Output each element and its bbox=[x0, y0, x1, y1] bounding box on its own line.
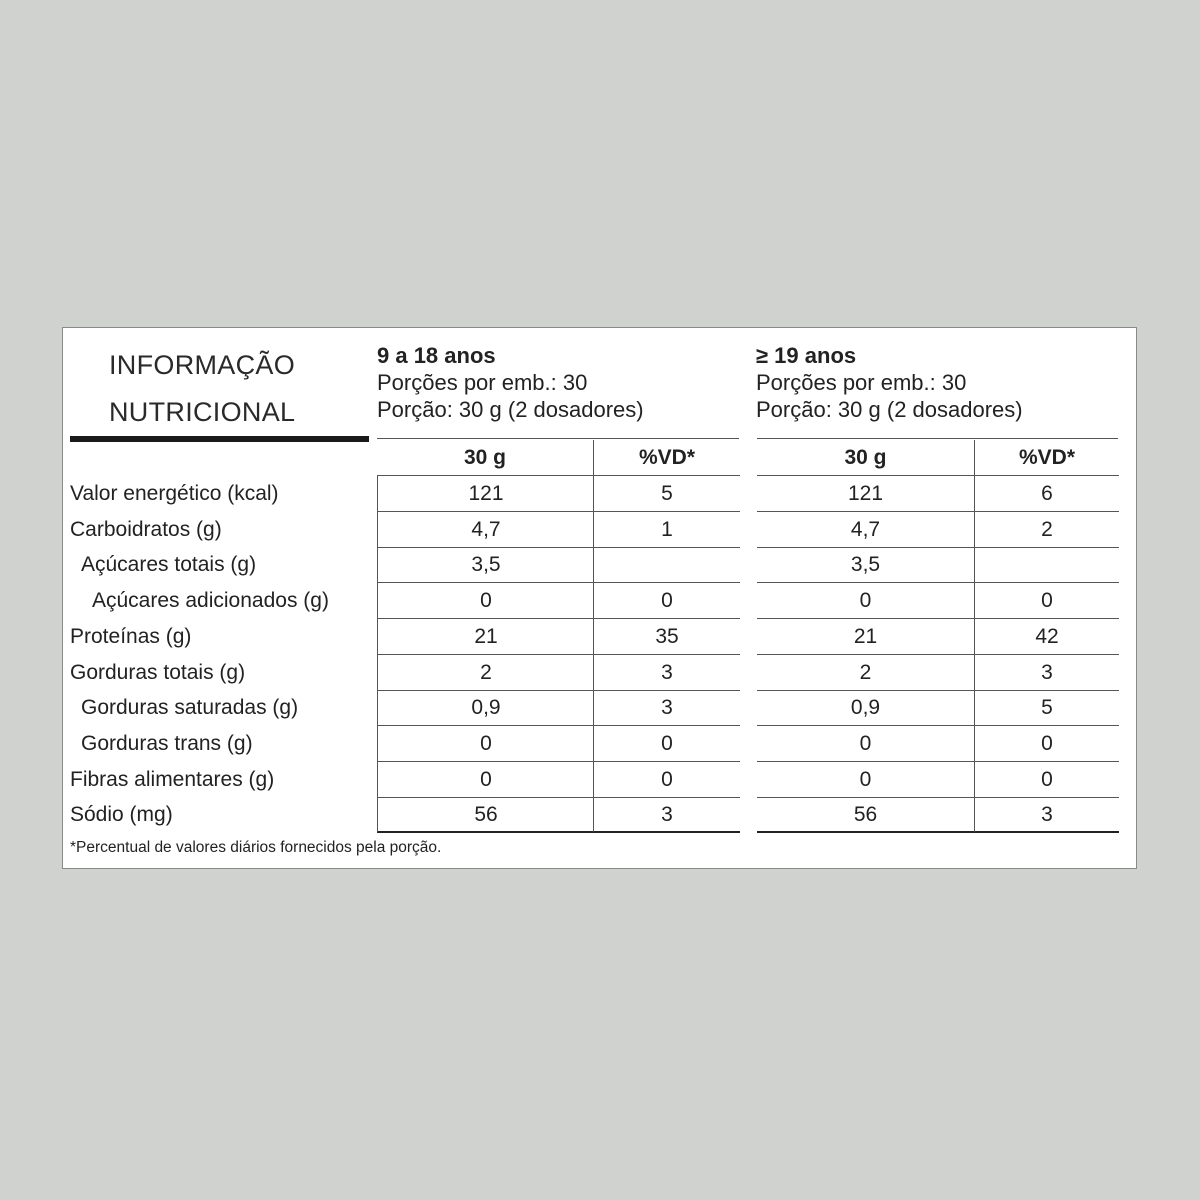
nutrition-facts-panel bbox=[62, 327, 1137, 869]
amount-cell-group-2: 121 bbox=[757, 476, 974, 512]
dv-cell-group-1: 3 bbox=[593, 655, 740, 691]
group-header-19-plus bbox=[756, 342, 1023, 423]
dv-cell-group-2: 0 bbox=[974, 762, 1119, 798]
header-top-rule-1 bbox=[377, 438, 739, 439]
dv-cell-group-2: 3 bbox=[974, 655, 1119, 691]
amount-cell-group-2: 0 bbox=[757, 726, 974, 762]
dv-cell-group-1 bbox=[593, 547, 740, 583]
dv-cell-group-1: 3 bbox=[593, 690, 740, 726]
dv-cell-group-2: 42 bbox=[974, 619, 1119, 655]
amount-cell-group-1: 0 bbox=[377, 583, 594, 619]
group-age: ≥ 19 anos bbox=[756, 343, 857, 368]
footnote: *Percentual de valores diários fornecidos pela porção. bbox=[70, 839, 442, 856]
table-row bbox=[63, 726, 1136, 762]
table-row bbox=[63, 762, 1136, 798]
dv-cell-group-1: 0 bbox=[593, 726, 740, 762]
nutrient-label: Açúcares adicionados (g) bbox=[92, 589, 329, 613]
header-top-rule-2 bbox=[757, 438, 1118, 439]
table-row bbox=[63, 690, 1136, 726]
amount-cell-group-1: 121 bbox=[377, 476, 594, 512]
nutrition-title bbox=[109, 342, 295, 436]
col-header-dv: %VD* bbox=[974, 440, 1119, 476]
dv-cell-group-2: 6 bbox=[974, 476, 1119, 512]
group-age: 9 a 18 anos bbox=[377, 343, 496, 368]
nutrient-label: Sódio (mg) bbox=[70, 803, 173, 827]
amount-cell-group-1: 0,9 bbox=[377, 690, 594, 726]
amount-cell-group-2: 0,9 bbox=[757, 690, 974, 726]
amount-cell-group-2: 21 bbox=[757, 619, 974, 655]
col-header-amount: 30 g bbox=[377, 440, 593, 476]
amount-cell-group-2: 4,7 bbox=[757, 512, 974, 548]
amount-cell-group-1: 0 bbox=[377, 726, 594, 762]
dv-cell-group-1: 3 bbox=[593, 797, 740, 833]
col-header-dv: %VD* bbox=[593, 440, 740, 476]
table-row bbox=[63, 476, 1136, 512]
dv-cell-group-2: 0 bbox=[974, 583, 1119, 619]
amount-cell-group-2: 2 bbox=[757, 655, 974, 691]
dv-cell-group-1: 35 bbox=[593, 619, 740, 655]
group-serving: Porção: 30 g (2 dosadores) bbox=[377, 397, 644, 422]
amount-cell-group-1: 2 bbox=[377, 655, 594, 691]
dv-cell-group-2: 2 bbox=[974, 512, 1119, 548]
title-line-2: NUTRICIONAL bbox=[109, 397, 296, 427]
dv-cell-group-1: 1 bbox=[593, 512, 740, 548]
nutrient-label: Gorduras saturadas (g) bbox=[81, 696, 299, 720]
group-portions: Porções por emb.: 30 bbox=[377, 370, 588, 395]
amount-cell-group-2: 0 bbox=[757, 762, 974, 798]
table-row bbox=[63, 797, 1136, 833]
amount-cell-group-2: 56 bbox=[757, 797, 974, 833]
title-line-1: INFORMAÇÃO bbox=[109, 350, 296, 380]
nutrient-label: Carboidratos (g) bbox=[70, 517, 222, 541]
dv-cell-group-2: 3 bbox=[974, 797, 1119, 833]
nutrient-label: Açúcares totais (g) bbox=[81, 553, 257, 577]
amount-cell-group-2: 3,5 bbox=[757, 547, 974, 583]
group-portions: Porções por emb.: 30 bbox=[756, 370, 967, 395]
amount-cell-group-1: 0 bbox=[377, 762, 594, 798]
group-serving: Porção: 30 g (2 dosadores) bbox=[756, 397, 1023, 422]
table-row bbox=[63, 619, 1136, 655]
group-header-9-18 bbox=[377, 342, 644, 423]
dv-cell-group-1: 5 bbox=[593, 476, 740, 512]
dv-cell-group-2 bbox=[974, 547, 1119, 583]
dv-cell-group-1: 0 bbox=[593, 762, 740, 798]
dv-cell-group-2: 5 bbox=[974, 690, 1119, 726]
nutrient-label: Gorduras trans (g) bbox=[81, 731, 253, 755]
table-row bbox=[63, 655, 1136, 691]
nutrient-label: Valor energético (kcal) bbox=[70, 482, 279, 505]
nutrient-label: Proteínas (g) bbox=[70, 624, 192, 648]
col-header-amount: 30 g bbox=[757, 440, 974, 476]
dv-cell-group-1: 0 bbox=[593, 583, 740, 619]
amount-cell-group-1: 4,7 bbox=[377, 512, 594, 548]
amount-cell-group-1: 21 bbox=[377, 619, 594, 655]
table-row bbox=[63, 547, 1136, 583]
nutrient-label: Gorduras totais (g) bbox=[70, 660, 246, 684]
dv-cell-group-2: 0 bbox=[974, 726, 1119, 762]
amount-cell-group-1: 56 bbox=[377, 797, 594, 833]
amount-cell-group-1: 3,5 bbox=[377, 547, 594, 583]
amount-cell-group-2: 0 bbox=[757, 583, 974, 619]
column-header-row bbox=[63, 440, 1136, 476]
table-row bbox=[63, 583, 1136, 619]
table-row bbox=[63, 512, 1136, 548]
nutrient-label: Fibras alimentares (g) bbox=[70, 767, 275, 791]
